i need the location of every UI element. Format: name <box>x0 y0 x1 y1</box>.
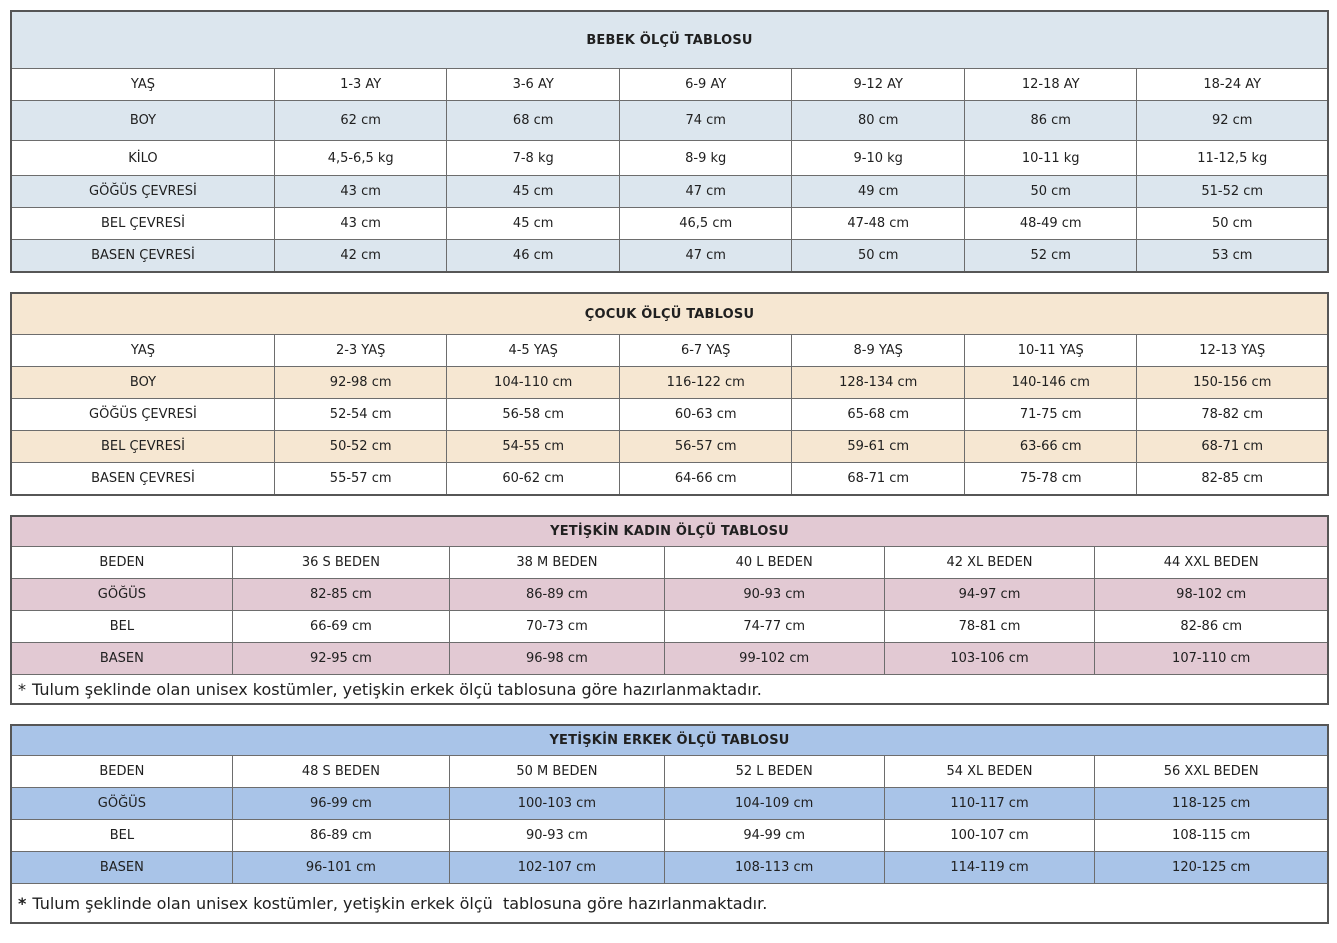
size-cell: 50 M BEDEN <box>450 756 665 788</box>
size-cell: 86-89 cm <box>450 579 665 611</box>
size-cell: 43 cm <box>274 208 447 240</box>
row-label: GÖĞÜS ÇEVRESİ <box>11 399 274 431</box>
table-row <box>11 852 1328 884</box>
size-cell: 11-12,5 kg <box>1137 141 1328 176</box>
row-label: YAŞ <box>11 69 274 101</box>
size-cell: 44 XXL BEDEN <box>1095 547 1328 579</box>
size-cell: 6-7 YAŞ <box>619 335 792 367</box>
size-cell: 96-98 cm <box>450 643 665 675</box>
size-cell: 46,5 cm <box>619 208 792 240</box>
footnote-text: Tulum şeklinde olan unisex kostümler, yetişkin erkek ölçü tablosuna göre hazırlanmaktadır. <box>32 679 762 699</box>
size-cell: 90-93 cm <box>664 579 884 611</box>
row-label: GÖĞÜS <box>11 788 232 820</box>
size-cell: 80 cm <box>792 101 965 141</box>
size-cell: 10-11 kg <box>964 141 1137 176</box>
size-cell: 98-102 cm <box>1095 579 1328 611</box>
row-label: BASEN <box>11 852 232 884</box>
size-cell: 68 cm <box>447 101 620 141</box>
table-row <box>11 101 1328 141</box>
size-cell: 52 cm <box>964 240 1137 273</box>
size-cell: 60-63 cm <box>619 399 792 431</box>
size-cell: 43 cm <box>274 176 447 208</box>
table-title-kadin: YETİŞKİN KADIN ÖLÇÜ TABLOSU <box>11 516 1328 547</box>
size-cell: 45 cm <box>447 208 620 240</box>
size-cell: 82-86 cm <box>1095 611 1328 643</box>
size-cell: 99-102 cm <box>664 643 884 675</box>
size-cell: 150-156 cm <box>1137 367 1328 399</box>
table-row <box>11 240 1328 273</box>
size-cell: 53 cm <box>1137 240 1328 273</box>
size-cell: 12-13 YAŞ <box>1137 335 1328 367</box>
row-label: BEL ÇEVRESİ <box>11 208 274 240</box>
size-cell: 50 cm <box>964 176 1137 208</box>
size-cell: 94-99 cm <box>664 820 884 852</box>
table-row <box>11 69 1328 101</box>
size-cell: 107-110 cm <box>1095 643 1328 675</box>
table-row <box>11 547 1328 579</box>
size-cell: 92 cm <box>1137 101 1328 141</box>
row-label: YAŞ <box>11 335 274 367</box>
table-row <box>11 884 1328 924</box>
size-cell: 46 cm <box>447 240 620 273</box>
size-cell: 90-93 cm <box>450 820 665 852</box>
table-row <box>11 176 1328 208</box>
size-cell: 3-6 AY <box>447 69 620 101</box>
size-cell: 74-77 cm <box>664 611 884 643</box>
row-label: BEDEN <box>11 547 232 579</box>
size-cell: 56 XXL BEDEN <box>1095 756 1328 788</box>
size-table-erkek <box>10 724 1329 924</box>
size-cell: 47 cm <box>619 240 792 273</box>
size-cell: 42 cm <box>274 240 447 273</box>
size-cell: 52-54 cm <box>274 399 447 431</box>
size-cell: 62 cm <box>274 101 447 141</box>
size-cell: 9-12 AY <box>792 69 965 101</box>
size-cell: 54 XL BEDEN <box>884 756 1095 788</box>
size-cell: 74 cm <box>619 101 792 141</box>
size-cell: 78-82 cm <box>1137 399 1328 431</box>
size-cell: 128-134 cm <box>792 367 965 399</box>
size-table-kadin <box>10 515 1329 705</box>
size-cell: 116-122 cm <box>619 367 792 399</box>
size-cell: 2-3 YAŞ <box>274 335 447 367</box>
size-cell: 63-66 cm <box>964 431 1137 463</box>
size-cell: 47 cm <box>619 176 792 208</box>
size-cell: 48 S BEDEN <box>232 756 449 788</box>
size-cell: 1-3 AY <box>274 69 447 101</box>
size-cell: 8-9 kg <box>619 141 792 176</box>
size-cell: 36 S BEDEN <box>232 547 449 579</box>
size-cell: 104-109 cm <box>664 788 884 820</box>
size-cell: 8-9 YAŞ <box>792 335 965 367</box>
size-cell: 78-81 cm <box>884 611 1095 643</box>
table-row <box>11 399 1328 431</box>
size-cell: 92-95 cm <box>232 643 449 675</box>
table-row <box>11 516 1328 547</box>
size-cell: 96-99 cm <box>232 788 449 820</box>
size-cell: 56-58 cm <box>447 399 620 431</box>
size-cell: 9-10 kg <box>792 141 965 176</box>
row-label: GÖĞÜS ÇEVRESİ <box>11 176 274 208</box>
row-label: GÖĞÜS <box>11 579 232 611</box>
row-label: BOY <box>11 101 274 141</box>
size-table-cocuk <box>10 292 1329 496</box>
size-cell: 51-52 cm <box>1137 176 1328 208</box>
size-cell: 92-98 cm <box>274 367 447 399</box>
footnote-marker: * <box>18 679 26 699</box>
table-row <box>11 579 1328 611</box>
row-label: BASEN ÇEVRESİ <box>11 463 274 496</box>
table-row <box>11 335 1328 367</box>
table-row <box>11 208 1328 240</box>
size-cell: 55-57 cm <box>274 463 447 496</box>
footnote-kadin <box>11 675 1328 705</box>
size-cell: 120-125 cm <box>1095 852 1328 884</box>
size-cell: 68-71 cm <box>1137 431 1328 463</box>
size-cell: 96-101 cm <box>232 852 449 884</box>
table-row <box>11 367 1328 399</box>
size-cell: 60-62 cm <box>447 463 620 496</box>
table-row <box>11 643 1328 675</box>
size-cell: 65-68 cm <box>792 399 965 431</box>
row-label: BASEN <box>11 643 232 675</box>
table-row <box>11 463 1328 496</box>
size-table-bebek <box>10 10 1329 273</box>
size-cell: 48-49 cm <box>964 208 1137 240</box>
table-row <box>11 675 1328 705</box>
size-cell: 75-78 cm <box>964 463 1137 496</box>
table-row <box>11 756 1328 788</box>
row-label: BOY <box>11 367 274 399</box>
table-title-cocuk: ÇOCUK ÖLÇÜ TABLOSU <box>11 293 1328 335</box>
size-cell: 114-119 cm <box>884 852 1095 884</box>
size-cell: 118-125 cm <box>1095 788 1328 820</box>
size-cell: 10-11 YAŞ <box>964 335 1137 367</box>
size-cell: 38 M BEDEN <box>450 547 665 579</box>
size-cell: 47-48 cm <box>792 208 965 240</box>
table-title-bebek: BEBEK ÖLÇÜ TABLOSU <box>11 11 1328 69</box>
row-label: KİLO <box>11 141 274 176</box>
size-cell: 108-115 cm <box>1095 820 1328 852</box>
row-label: BEL ÇEVRESİ <box>11 431 274 463</box>
row-label: BEL <box>11 611 232 643</box>
size-cell: 50 cm <box>792 240 965 273</box>
size-cell: 4,5-6,5 kg <box>274 141 447 176</box>
table-title-erkek: YETİŞKİN ERKEK ÖLÇÜ TABLOSU <box>11 725 1328 756</box>
size-cell: 71-75 cm <box>964 399 1137 431</box>
size-cell: 82-85 cm <box>232 579 449 611</box>
size-cell: 59-61 cm <box>792 431 965 463</box>
size-cell: 7-8 kg <box>447 141 620 176</box>
size-cell: 104-110 cm <box>447 367 620 399</box>
size-cell: 103-106 cm <box>884 643 1095 675</box>
size-cell: 50-52 cm <box>274 431 447 463</box>
size-cell: 94-97 cm <box>884 579 1095 611</box>
table-row <box>11 820 1328 852</box>
size-cell: 100-103 cm <box>450 788 665 820</box>
size-cell: 45 cm <box>447 176 620 208</box>
size-cell: 86-89 cm <box>232 820 449 852</box>
row-label: BASEN ÇEVRESİ <box>11 240 274 273</box>
row-label: BEL <box>11 820 232 852</box>
size-cell: 54-55 cm <box>447 431 620 463</box>
table-row <box>11 141 1328 176</box>
size-cell: 56-57 cm <box>619 431 792 463</box>
table-row <box>11 293 1328 335</box>
size-cell: 49 cm <box>792 176 965 208</box>
size-cell: 68-71 cm <box>792 463 965 496</box>
footnote-marker: * <box>18 893 27 913</box>
row-label: BEDEN <box>11 756 232 788</box>
footnote-erkek <box>11 884 1328 924</box>
footnote-text: Tulum şeklinde olan unisex kostümler, yetişkin erkek ölçü tablosuna göre hazırlanmaktadır. <box>32 893 768 913</box>
size-cell: 50 cm <box>1137 208 1328 240</box>
table-row <box>11 11 1328 69</box>
size-cell: 42 XL BEDEN <box>884 547 1095 579</box>
size-cell: 40 L BEDEN <box>664 547 884 579</box>
size-cell: 110-117 cm <box>884 788 1095 820</box>
size-cell: 86 cm <box>964 101 1137 141</box>
size-cell: 66-69 cm <box>232 611 449 643</box>
size-cell: 12-18 AY <box>964 69 1137 101</box>
size-cell: 52 L BEDEN <box>664 756 884 788</box>
table-row <box>11 431 1328 463</box>
size-cell: 4-5 YAŞ <box>447 335 620 367</box>
size-cell: 18-24 AY <box>1137 69 1328 101</box>
size-cell: 100-107 cm <box>884 820 1095 852</box>
table-row <box>11 611 1328 643</box>
size-cell: 70-73 cm <box>450 611 665 643</box>
size-cell: 82-85 cm <box>1137 463 1328 496</box>
size-cell: 102-107 cm <box>450 852 665 884</box>
table-row <box>11 725 1328 756</box>
size-cell: 64-66 cm <box>619 463 792 496</box>
size-cell: 140-146 cm <box>964 367 1137 399</box>
size-cell: 108-113 cm <box>664 852 884 884</box>
size-cell: 6-9 AY <box>619 69 792 101</box>
table-row <box>11 788 1328 820</box>
